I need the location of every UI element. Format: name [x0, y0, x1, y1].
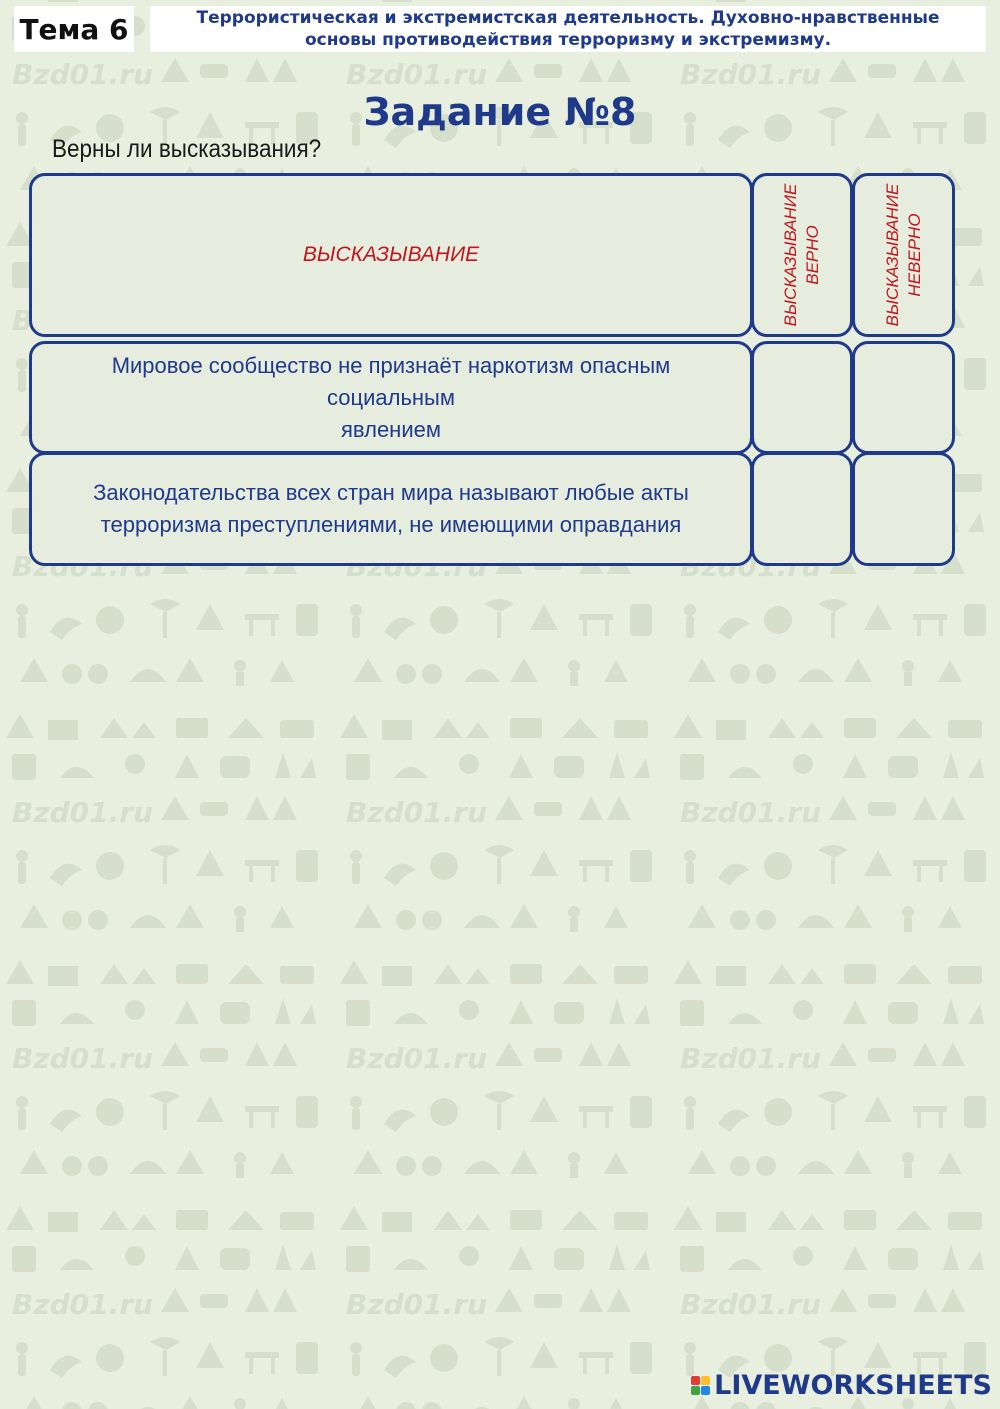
- statement-1-line-2: явлением: [341, 416, 441, 442]
- answer-true-box-2[interactable]: [751, 452, 853, 566]
- answer-false-box-1[interactable]: [852, 341, 955, 454]
- statement-text-1: [32, 350, 750, 446]
- liveworksheets-brand: [691, 1370, 992, 1401]
- topic-label: Тема 6: [14, 6, 134, 52]
- header-false-line-1: ВЫСКАЗЫВАНИЕ: [882, 183, 902, 327]
- header-true-line-2: ВЕРНО: [803, 225, 822, 285]
- statement-2-line-1: Законодательства всех стран мира называют любые акты: [93, 480, 689, 505]
- header-false-label: [882, 184, 926, 327]
- task-title: Задание №8: [363, 90, 637, 134]
- header-false-cell: [852, 173, 955, 337]
- topic-title: [150, 6, 986, 52]
- statement-1-line-1: Мировое сообщество не признаёт наркотизм опасным социальным: [111, 352, 671, 410]
- topic-title-line-2: основы противодействия терроризму и экстремизму.: [304, 30, 832, 50]
- liveworksheets-brand-name: LIVEWORKSHEETS: [714, 1370, 992, 1401]
- answer-false-box-2[interactable]: [852, 452, 955, 566]
- statement-text-2: [77, 477, 705, 541]
- statement-row-2: [29, 452, 753, 566]
- topic-title-line-1: Террористическая и экстремистская деятельность. Духовно-нравственные: [196, 8, 940, 28]
- header-statement-label: ВЫСКАЗЫВАНИЕ: [302, 243, 480, 266]
- task-question: Верны ли высказывания?: [52, 135, 322, 163]
- header-true-line-1: ВЫСКАЗЫВАНИЕ: [781, 183, 800, 327]
- header-true-cell: [751, 173, 853, 337]
- header-true-label: [780, 184, 824, 327]
- header-false-line-2: НЕВЕРНО: [904, 213, 924, 297]
- liveworksheets-logo-icon: [691, 1376, 710, 1395]
- answer-true-box-1[interactable]: [751, 341, 853, 454]
- header-statement-cell: [29, 173, 753, 337]
- statement-row-1: [29, 341, 753, 454]
- statement-2-line-2: терроризма преступлениями, не имеющими оправдания: [100, 512, 682, 537]
